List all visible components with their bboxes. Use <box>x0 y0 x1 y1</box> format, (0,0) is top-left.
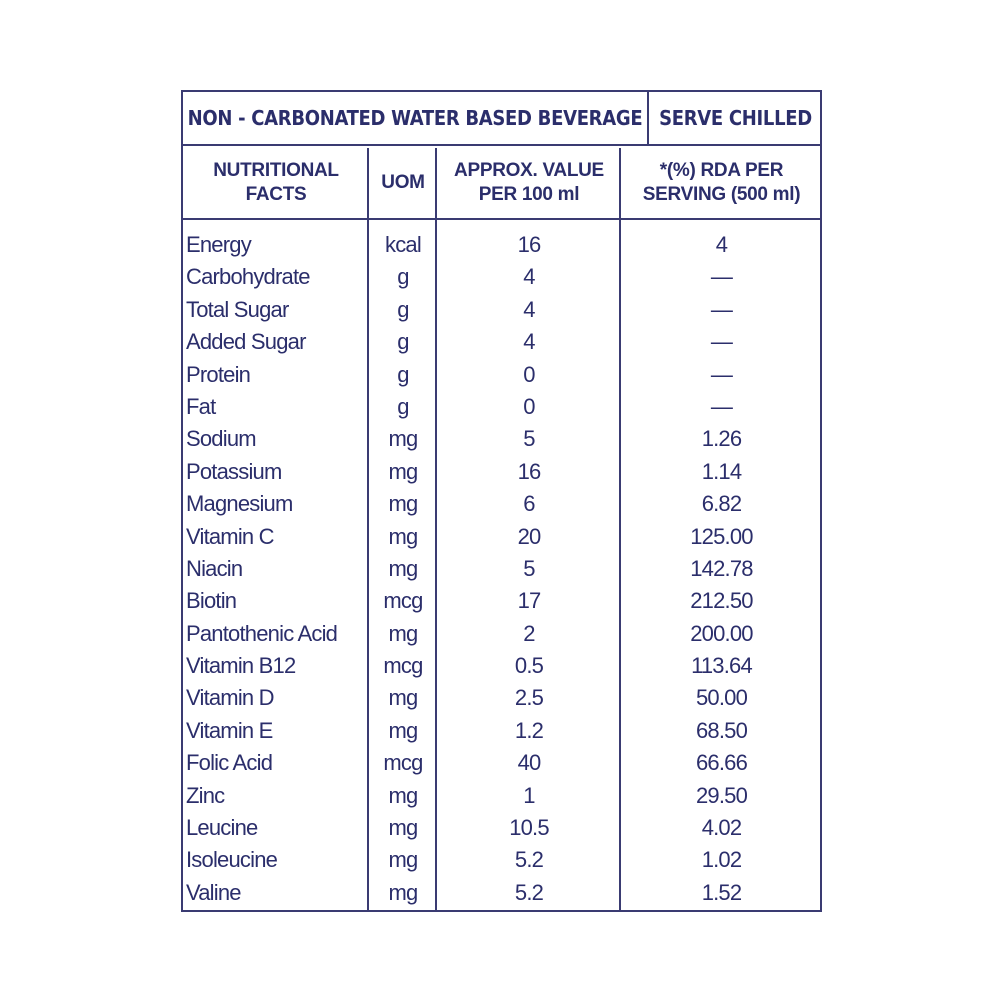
table-row <box>183 488 820 520</box>
header-uom: UOM <box>381 172 425 193</box>
nutrient-uom: mg <box>388 426 418 452</box>
nutrient-rda: 1.52 <box>701 879 742 905</box>
nutrient-name: Vitamin E <box>186 717 273 743</box>
nutrient-name: Sodium <box>186 426 256 452</box>
nutrient-uom: mg <box>388 555 418 581</box>
nutrient-uom: mg <box>388 847 418 873</box>
nutrient-uom: g <box>397 393 409 419</box>
table-row <box>183 359 820 391</box>
nutrient-name: Niacin <box>186 555 243 581</box>
nutrient-rda: 1.14 <box>701 458 742 484</box>
nutrient-uom: mg <box>388 879 418 905</box>
nutrient-name: Added Sugar <box>186 329 306 355</box>
header-approx-value: APPROX. VALUE PER 100 ml <box>454 160 604 205</box>
nutrient-name: Zinc <box>186 782 225 808</box>
nutrient-uom: mg <box>388 491 418 517</box>
nutrient-value: 16 <box>517 232 541 257</box>
nutrient-uom: mg <box>388 685 418 711</box>
nutrient-uom: kcal <box>385 232 421 257</box>
nutrient-value: 4 <box>523 329 535 355</box>
nutrient-rda: 113.64 <box>691 653 752 679</box>
table-row <box>183 618 820 650</box>
table-row <box>183 682 820 714</box>
table-row <box>183 423 820 455</box>
nutrient-rda: 1.02 <box>701 847 742 873</box>
nutrient-name: Magnesium <box>186 491 293 517</box>
product-type-label: NON - CARBONATED WATER BASED BEVERAGE <box>183 92 649 144</box>
serve-chilled-label: SERVE CHILLED <box>659 106 812 130</box>
nutrient-rda: 4.02 <box>701 815 742 841</box>
header-rda: *(%) RDA PER SERVING (500 ml) <box>642 160 801 205</box>
nutrient-name: Isoleucine <box>186 847 278 873</box>
nutrient-rda: 200.00 <box>690 620 753 646</box>
nutrient-rows <box>183 229 820 909</box>
nutrient-uom: g <box>397 264 409 290</box>
nutrient-uom: mg <box>388 815 418 841</box>
nutrient-rda: 66.66 <box>695 750 748 776</box>
table-row <box>183 553 820 585</box>
table-row <box>183 229 820 261</box>
table-row <box>183 521 820 553</box>
nutrient-uom: mg <box>388 782 418 808</box>
nutrient-value: 40 <box>517 750 541 776</box>
nutrient-rda: 68.50 <box>695 717 748 743</box>
nutrition-table <box>181 90 822 912</box>
nutrient-name: Folic Acid <box>186 750 273 776</box>
table-row <box>183 294 820 326</box>
nutrient-value: 4 <box>523 264 535 290</box>
nutrient-value: 5 <box>523 555 535 581</box>
nutrient-rda: 125.00 <box>690 523 753 549</box>
nutrient-rda: 50.00 <box>695 685 748 711</box>
nutrient-rda: 142.78 <box>690 555 753 581</box>
nutrient-value: 1.2 <box>514 717 544 743</box>
table-row <box>183 715 820 747</box>
nutrient-value: 1 <box>523 782 535 808</box>
nutrient-name: Pantothenic Acid <box>186 620 338 646</box>
nutrient-rda: 4 <box>715 232 728 257</box>
nutrient-value: 5 <box>523 426 535 452</box>
table-row <box>183 456 820 488</box>
nutrient-uom: mcg <box>383 653 423 679</box>
nutrient-uom: g <box>397 296 409 322</box>
nutrient-name: Protein <box>186 361 251 387</box>
nutrient-value: 0.5 <box>514 653 544 679</box>
nutrient-name: Energy <box>186 232 251 257</box>
nutrient-value: 2.5 <box>514 685 544 711</box>
table-row <box>183 812 820 844</box>
nutrient-name: Potassium <box>186 458 282 484</box>
nutrient-value: 5.2 <box>514 847 544 873</box>
nutrient-value: 16 <box>517 458 541 484</box>
nutrient-rda: 212.50 <box>690 588 753 614</box>
table-row <box>183 585 820 617</box>
table-row <box>183 391 820 423</box>
nutrient-uom: mg <box>388 620 418 646</box>
table-row <box>183 877 820 909</box>
nutrient-rda: — <box>710 393 733 419</box>
nutrient-value: 4 <box>523 296 535 322</box>
nutrient-rda: — <box>710 329 733 355</box>
nutrient-uom: mg <box>388 717 418 743</box>
nutrient-name: Valine <box>186 879 241 905</box>
nutrient-rda: — <box>710 264 733 290</box>
nutrient-value: 0 <box>523 361 535 387</box>
nutrient-name: Leucine <box>186 815 258 841</box>
nutrient-uom: mg <box>388 523 418 549</box>
nutrient-name: Vitamin D <box>186 685 274 711</box>
nutrient-value: 0 <box>523 393 535 419</box>
table-row <box>183 780 820 812</box>
table-row <box>183 326 820 358</box>
nutrient-value: 5.2 <box>514 879 544 905</box>
nutrient-name: Fat <box>186 393 216 419</box>
nutrient-value: 2 <box>523 620 535 646</box>
nutrient-name: Vitamin B12 <box>186 653 296 679</box>
table-row <box>183 650 820 682</box>
nutrient-uom: g <box>397 361 409 387</box>
nutrient-uom: mcg <box>383 750 423 776</box>
nutrient-name: Carbohydrate <box>186 264 310 290</box>
table-row <box>183 747 820 779</box>
nutrient-name: Biotin <box>186 588 237 614</box>
nutrient-rda: 29.50 <box>695 782 748 808</box>
nutrient-rda: — <box>710 361 733 387</box>
product-banner-row <box>183 92 820 146</box>
table-row <box>183 261 820 293</box>
nutrient-value: 17 <box>517 588 541 614</box>
nutrient-name: Total Sugar <box>186 296 289 322</box>
nutrient-name: Vitamin C <box>186 523 274 549</box>
nutrient-value: 10.5 <box>509 815 549 841</box>
table-row <box>183 844 820 876</box>
nutrient-uom: g <box>397 329 409 355</box>
nutrient-uom: mcg <box>383 588 423 614</box>
header-nutritional-facts: NUTRITIONAL FACTS <box>213 160 339 205</box>
nutrient-value: 20 <box>517 523 541 549</box>
nutrient-rda: 6.82 <box>701 491 742 517</box>
nutrient-rda: 1.26 <box>701 426 742 452</box>
nutrient-uom: mg <box>388 458 418 484</box>
nutrient-value: 6 <box>523 491 535 517</box>
nutrient-rda: — <box>710 296 733 322</box>
